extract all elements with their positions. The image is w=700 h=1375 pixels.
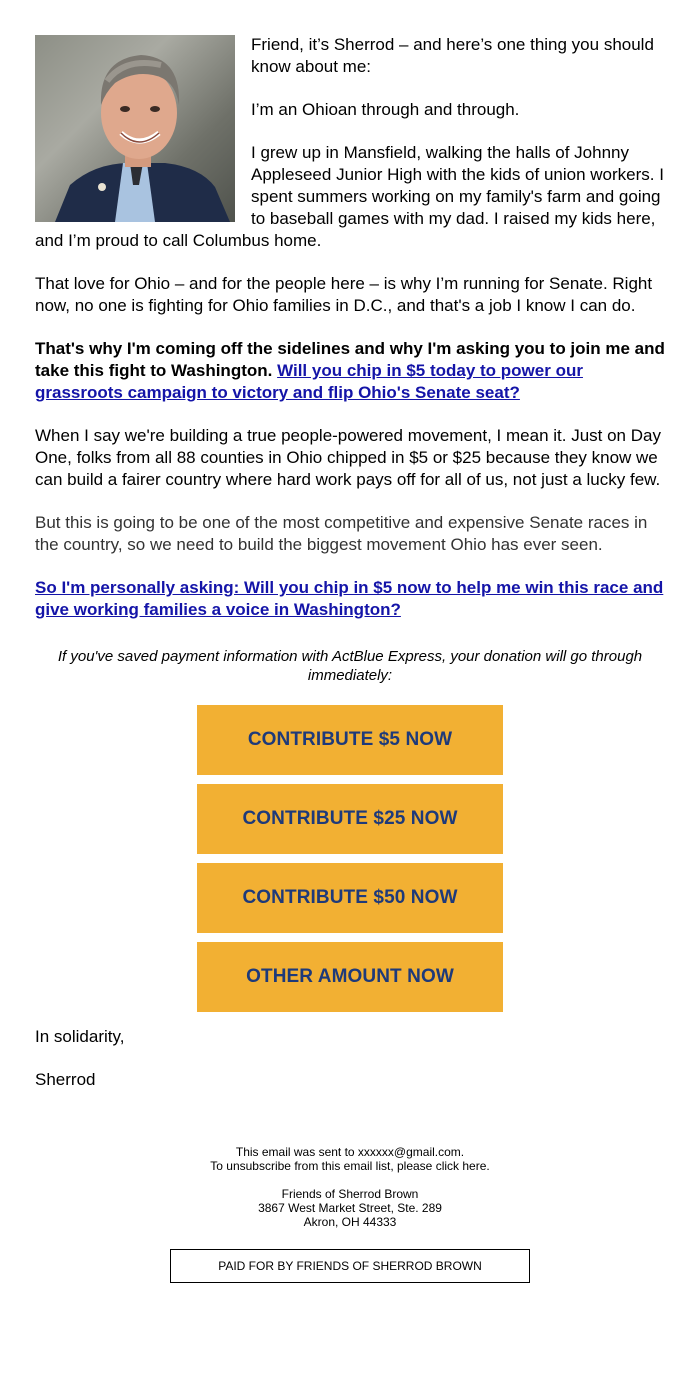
actblue-express-note: If you've saved payment information with ActBlue Express, your donation will go through immediately:: [57, 648, 643, 684]
contribute-5-button[interactable]: CONTRIBUTE $5 NOW: [197, 705, 503, 775]
footer-street: 3867 West Market Street, Ste. 289: [258, 1201, 442, 1215]
intro-statement: I’m an Ohioan through and through.: [251, 100, 520, 119]
footer-city: Akron, OH 44333: [303, 1215, 397, 1229]
candidate-photo: [35, 35, 235, 222]
paid-for-disclaimer: PAID FOR BY FRIENDS OF SHERROD BROWN: [170, 1249, 530, 1283]
footer-delivery-info: [35, 1145, 665, 1173]
love-for-ohio-paragraph: That love for Ohio – and for the people here – is why I’m running for Senate. Right now, no one is fighting for Ohio families in D.C., and that's a job I know I can do.: [35, 274, 653, 315]
sidelines-paragraph: [35, 338, 665, 404]
personal-ask-link[interactable]: So I'm personally asking: Will you chip in $5 now to help me win this race and give working families a voice in Washington?: [35, 578, 664, 619]
footer-org-name: Friends of Sherrod Brown: [281, 1187, 419, 1201]
email-footer: [35, 1145, 665, 1283]
personal-ask-paragraph: [35, 577, 665, 621]
footer-sent-to: This email was sent to xxxxxx@gmail.com.: [235, 1145, 465, 1159]
other-amount-button[interactable]: OTHER AMOUNT NOW: [197, 942, 503, 1012]
footer-address: [35, 1187, 665, 1229]
sidelines-bold-text: That's why I'm coming off the sidelines and why I'm asking you to join me and take this fight to Washington.: [35, 339, 665, 380]
intro-story: I grew up in Mansfield, walking the halls of Johnny Appleseed Junior High with the kids of union workers. I spent summers working on my family's farm and going to baseball games with my dad. I raised my kids here, and I’m proud to call Columbus home.: [35, 143, 664, 250]
unsubscribe-link[interactable]: To unsubscribe from this email list, please click here.: [210, 1159, 490, 1173]
donation-buttons: [35, 705, 665, 1012]
contribute-50-button[interactable]: CONTRIBUTE $50 NOW: [197, 863, 503, 933]
signature-name: Sherrod: [35, 1070, 96, 1089]
closing-salutation: In solidarity,: [35, 1027, 125, 1046]
competitive-paragraph: But this is going to be one of the most competitive and expensive Senate races in the country, so we need to build the biggest movement Ohio has ever seen.: [35, 513, 648, 554]
chip-in-5-link[interactable]: Will you chip in $5 today to power our grassroots campaign to victory and flip Ohio's Senate seat?: [35, 361, 583, 402]
portrait-illustration: [35, 35, 235, 222]
movement-paragraph: When I say we're building a true people-powered movement, I mean it. Just on Day One, folks from all 88 counties in Ohio chipped in $5 or $25 because they know we can build a fairer country where hard work pays off for all of us, not just a lucky few.: [35, 426, 661, 489]
contribute-25-button[interactable]: CONTRIBUTE $25 NOW: [197, 784, 503, 854]
intro-greeting: Friend, it’s Sherrod – and here’s one thing you should know about me:: [251, 35, 654, 76]
